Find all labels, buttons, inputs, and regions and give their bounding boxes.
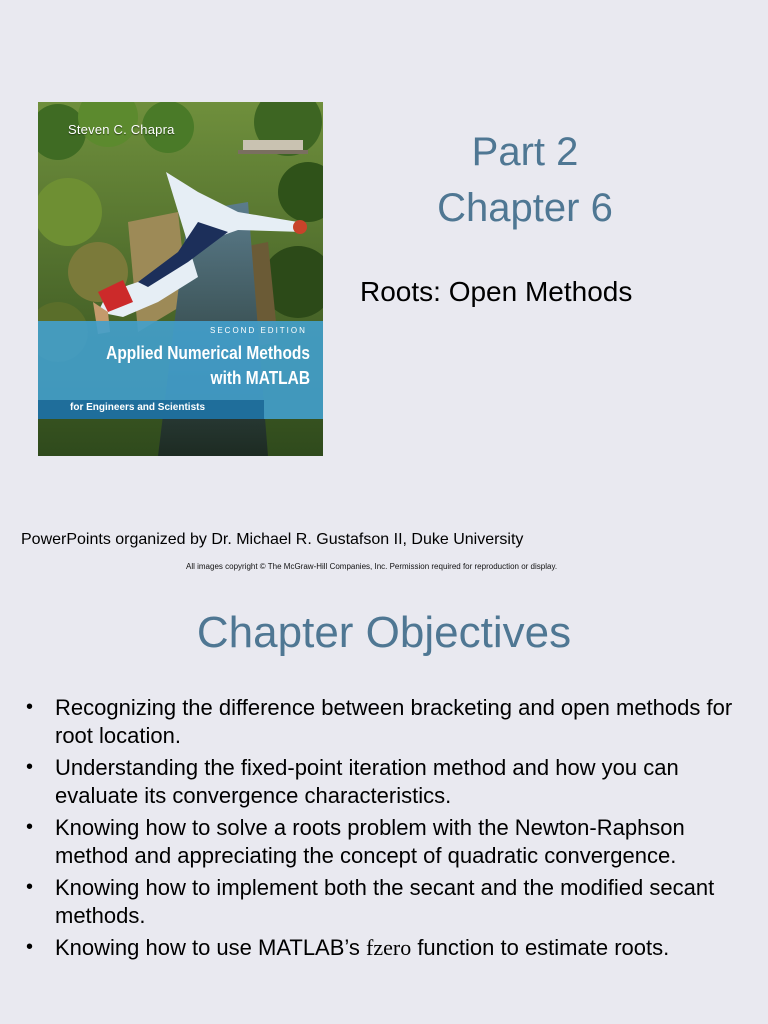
- book-subtitle: for Engineers and Scientists: [70, 402, 206, 413]
- book-author: Steven C. Chapra: [68, 122, 175, 137]
- list-item: [24, 874, 744, 929]
- objective-text-after: function to estimate roots.: [411, 935, 670, 960]
- objectives-title: Chapter Objectives: [196, 608, 572, 657]
- objective-text: Understanding the fixed-point iteration method and how you can evaluate its convergence characteristics.: [55, 755, 679, 808]
- fzero-code: fzero: [366, 935, 412, 960]
- part-heading: Part 2: [471, 130, 579, 174]
- objectives-list: [24, 694, 744, 967]
- bullet-icon: •: [26, 876, 34, 898]
- bullet-icon: •: [26, 936, 34, 958]
- list-item: [24, 754, 744, 809]
- bullet-icon: •: [26, 756, 34, 778]
- objective-text: Knowing how to solve a roots problem with the Newton-Raphson method and appreciating the concept of quadratic convergence.: [55, 815, 685, 868]
- objective-text: Recognizing the difference between bracketing and open methods for root location.: [55, 695, 733, 748]
- list-item: [24, 934, 744, 962]
- book-title-line1: Applied Numerical Methods: [106, 343, 310, 363]
- chapter-topic: Roots: Open Methods: [360, 276, 633, 307]
- book-cover-image: [38, 102, 323, 456]
- book-edition: SECOND EDITION: [210, 326, 307, 335]
- copyright-notice: All images copyright © The McGraw-Hill Companies, Inc. Permission required for reproduction or display.: [186, 562, 558, 571]
- bullet-icon: •: [26, 816, 34, 838]
- list-item: [24, 814, 744, 869]
- credit-line: PowerPoints organized by Dr. Michael R. Gustafson II, Duke University: [21, 531, 524, 548]
- book-title-line2: with MATLAB: [210, 368, 310, 388]
- bullet-icon: •: [26, 696, 34, 718]
- list-item: [24, 694, 744, 749]
- objective-text-before: Knowing how to use MATLAB’s: [55, 935, 367, 960]
- objective-text: Knowing how to implement both the secant and the modified secant methods.: [55, 875, 715, 928]
- chapter-heading: Chapter 6: [437, 186, 613, 230]
- objectives-slide: [0, 590, 768, 1024]
